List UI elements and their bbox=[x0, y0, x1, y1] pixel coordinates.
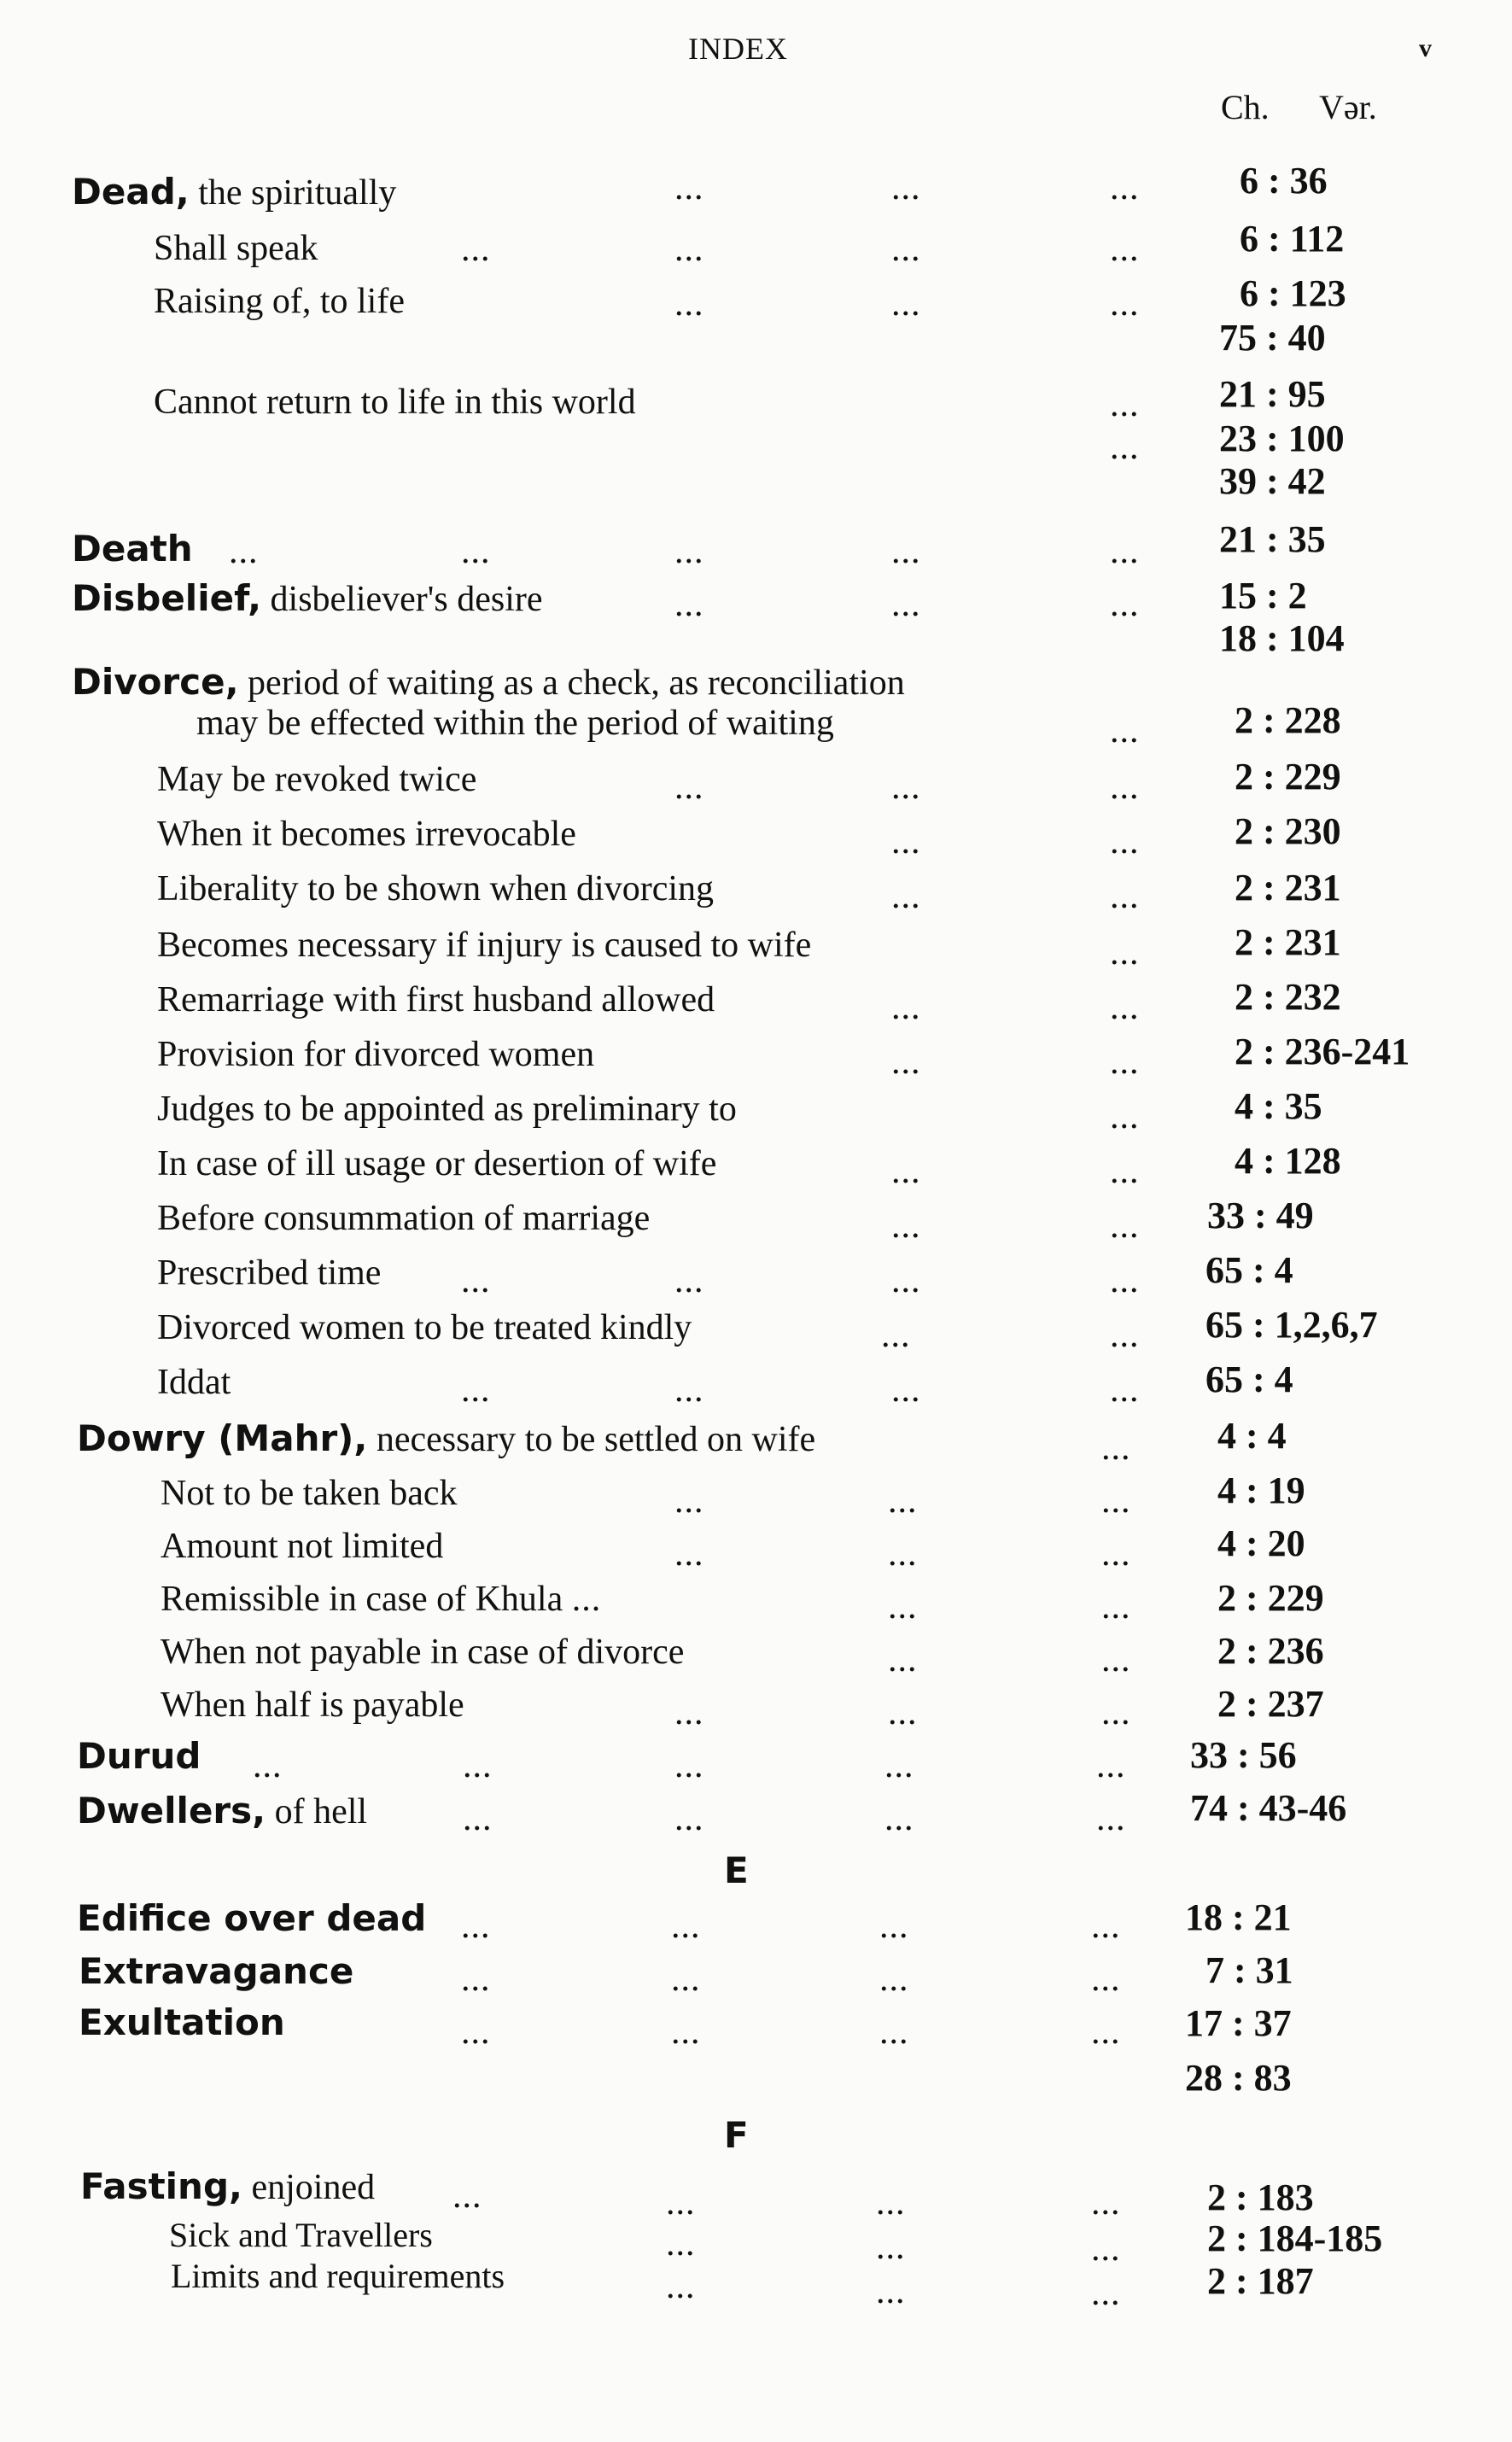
entry-reference: 65 : 4 bbox=[1206, 1358, 1293, 1400]
index-subentry: Iddat bbox=[157, 1363, 231, 1402]
index-subentry: When it becomes irrevocable bbox=[157, 815, 576, 854]
leader-dots: ... bbox=[1101, 1587, 1131, 1627]
leader-dots: ... bbox=[891, 532, 921, 571]
leader-dots: ... bbox=[1110, 877, 1140, 916]
leader-dots: ... bbox=[463, 1799, 493, 1838]
entry-reference: 39 : 42 bbox=[1219, 460, 1326, 502]
index-entry-extravagance bbox=[79, 1950, 354, 1992]
entry-reference: 2 : 231 bbox=[1235, 867, 1341, 908]
entry-reference: 23 : 100 bbox=[1219, 418, 1345, 459]
section-letter-e: E bbox=[724, 1849, 749, 1891]
entry-reference: 2 : 231 bbox=[1235, 921, 1341, 963]
entry-reference: 2 : 184-185 bbox=[1207, 2217, 1383, 2259]
leader-dots: ... bbox=[879, 1907, 909, 1946]
entry-continuation: may be effected within the period of waiting bbox=[196, 704, 834, 743]
index-entry-fasting bbox=[80, 2165, 376, 2207]
index-subentry: When half is payable bbox=[161, 1685, 464, 1725]
leader-dots: ... bbox=[1110, 1316, 1140, 1355]
entry-head: Extravagance bbox=[79, 1950, 354, 1992]
leader-dots: ... bbox=[879, 1960, 909, 1999]
entry-reference: 17 : 37 bbox=[1185, 2002, 1292, 2044]
leader-dots: ... bbox=[891, 822, 921, 862]
leader-dots: ... bbox=[674, 1693, 704, 1732]
index-subentry: Becomes necessary if injury is caused to wife bbox=[157, 926, 812, 965]
index-entry-durud bbox=[77, 1735, 201, 1777]
index-subentry: Remarriage with first husband allowed bbox=[157, 980, 715, 1019]
index-subentry: Limits and requirements bbox=[171, 2257, 505, 2295]
entry-reference: 4 : 19 bbox=[1217, 1469, 1305, 1511]
leader-dots: ... bbox=[1101, 1534, 1131, 1574]
entry-reference: 6 : 36 bbox=[1240, 160, 1328, 202]
leader-dots: ... bbox=[891, 168, 921, 207]
column-header-verse: Vər. bbox=[1319, 88, 1377, 126]
entry-text: of hell bbox=[266, 1792, 368, 1832]
index-subentry: Liberality to be shown when divorcing bbox=[157, 869, 715, 908]
leader-dots: ... bbox=[888, 1534, 918, 1574]
leader-dots: ... bbox=[891, 284, 921, 324]
leader-dots: ... bbox=[1091, 1960, 1121, 1999]
entry-reference: 2 : 230 bbox=[1235, 810, 1341, 852]
leader-dots: ... bbox=[876, 2228, 906, 2267]
leader-dots: ... bbox=[888, 1481, 918, 1521]
leader-dots: ... bbox=[674, 1534, 704, 1574]
entry-text: disbeliever's desire bbox=[261, 580, 543, 619]
leader-dots: ... bbox=[461, 230, 491, 269]
leader-dots: ... bbox=[884, 1746, 914, 1785]
leader-dots: ... bbox=[674, 768, 704, 807]
leader-dots: ... bbox=[1110, 1206, 1140, 1246]
leader-dots: ... bbox=[1110, 532, 1140, 571]
leader-dots: ... bbox=[461, 1370, 491, 1410]
leader-dots: ... bbox=[891, 768, 921, 807]
leader-dots: ... bbox=[876, 2183, 906, 2223]
index-subentry: Shall speak bbox=[154, 229, 318, 268]
leader-dots: ... bbox=[666, 2267, 696, 2306]
leader-dots: ... bbox=[1110, 230, 1140, 269]
entry-reference: 4 : 4 bbox=[1217, 1415, 1287, 1457]
leader-dots: ... bbox=[666, 2183, 696, 2223]
leader-dots: ... bbox=[1101, 1428, 1131, 1468]
leader-dots: ... bbox=[253, 1746, 283, 1785]
entry-reference: 4 : 128 bbox=[1235, 1140, 1341, 1182]
entry-reference: 7 : 31 bbox=[1206, 1949, 1293, 1991]
leader-dots: ... bbox=[1096, 1746, 1126, 1785]
running-head: INDEX bbox=[688, 32, 788, 66]
index-entry-exultation bbox=[79, 2001, 285, 2043]
entry-reference: 21 : 95 bbox=[1219, 373, 1326, 415]
leader-dots: ... bbox=[1110, 168, 1140, 207]
leader-dots: ... bbox=[1110, 1097, 1140, 1136]
section-letter-f: F bbox=[724, 2114, 749, 2156]
entry-reference: 18 : 21 bbox=[1185, 1896, 1292, 1938]
leader-dots: ... bbox=[461, 532, 491, 571]
leader-dots: ... bbox=[1110, 1370, 1140, 1410]
leader-dots: ... bbox=[674, 230, 704, 269]
index-entry-dowry bbox=[77, 1417, 816, 1459]
entry-reference: 2 : 236-241 bbox=[1235, 1031, 1410, 1072]
entry-reference: 4 : 20 bbox=[1217, 1522, 1305, 1564]
leader-dots: ... bbox=[876, 2272, 906, 2311]
leader-dots: ... bbox=[452, 2176, 482, 2216]
leader-dots: ... bbox=[1101, 1693, 1131, 1732]
leader-dots: ... bbox=[674, 168, 704, 207]
leader-dots: ... bbox=[1091, 2274, 1121, 2313]
index-entry-death bbox=[72, 528, 193, 570]
entry-reference: 6 : 123 bbox=[1240, 272, 1346, 314]
leader-dots: ... bbox=[891, 1152, 921, 1191]
entry-head: Dwellers, bbox=[77, 1790, 266, 1832]
leader-dots: ... bbox=[674, 1746, 704, 1785]
entry-reference: 2 : 183 bbox=[1207, 2176, 1314, 2218]
entry-reference: 21 : 35 bbox=[1219, 518, 1326, 560]
leader-dots: ... bbox=[674, 1370, 704, 1410]
entry-head: Fasting, bbox=[80, 2165, 242, 2207]
entry-reference: 28 : 83 bbox=[1185, 2057, 1292, 2099]
entry-head: Dowry (Mahr), bbox=[77, 1417, 368, 1459]
leader-dots: ... bbox=[229, 532, 259, 571]
index-subentry bbox=[161, 1581, 601, 1617]
index-subentry: In case of ill usage or desertion of wife bbox=[157, 1144, 717, 1183]
leader-dots: ... bbox=[891, 230, 921, 269]
leader-dots: ... bbox=[671, 2013, 701, 2052]
leader-dots: ... bbox=[1091, 2229, 1121, 2269]
leader-dots: ... bbox=[1101, 1640, 1131, 1680]
leader-dots: ... bbox=[1091, 2183, 1121, 2223]
entry-text: enjoined bbox=[242, 2168, 376, 2207]
entry-reference: 15 : 2 bbox=[1219, 575, 1307, 616]
entry-reference: 2 : 228 bbox=[1235, 699, 1341, 741]
entry-reference: 4 : 35 bbox=[1235, 1085, 1322, 1127]
index-entry-dwellers bbox=[77, 1790, 368, 1832]
index-subentry: May be revoked twice bbox=[157, 760, 477, 799]
leader-dots: ... bbox=[461, 2013, 491, 2052]
leader-dots: ... bbox=[666, 2224, 696, 2264]
index-subentry: Provision for divorced women bbox=[157, 1035, 595, 1074]
entry-reference: 2 : 229 bbox=[1217, 1577, 1324, 1619]
entry-reference: 2 : 229 bbox=[1235, 756, 1341, 797]
leader-dots: ... bbox=[1110, 988, 1140, 1027]
leader-dots: ... bbox=[674, 284, 704, 324]
leader-dots: ... bbox=[891, 877, 921, 916]
leader-dots: ... bbox=[461, 1907, 491, 1946]
leader-dots: ... bbox=[1110, 428, 1140, 467]
leader-dots: ... bbox=[888, 1587, 918, 1627]
entry-text: period of waiting as a check, as reconciliation bbox=[238, 663, 905, 703]
entry-head: Disbelief, bbox=[72, 577, 262, 619]
leader-dots: ... bbox=[674, 1799, 704, 1838]
entry-head: Edifice over dead bbox=[77, 1897, 427, 1939]
index-entry-dead bbox=[72, 171, 397, 213]
leader-dots: ... bbox=[1110, 711, 1140, 751]
entry-text: the spiritually bbox=[189, 173, 397, 213]
leader-dots: ... bbox=[1110, 585, 1140, 624]
leader-dots: ... bbox=[879, 2013, 909, 2052]
index-subentry: Divorced women to be treated kindly bbox=[157, 1308, 692, 1347]
leader-dots: ... bbox=[674, 1481, 704, 1521]
page-number: v bbox=[1419, 34, 1432, 62]
index-subentry: Prescribed time bbox=[157, 1253, 382, 1293]
leader-dots: ... bbox=[571, 1580, 602, 1619]
leader-dots: ... bbox=[888, 1640, 918, 1680]
entry-reference: 2 : 187 bbox=[1207, 2260, 1314, 2302]
entry-head: Dead, bbox=[72, 171, 190, 213]
entry-reference: 2 : 237 bbox=[1217, 1683, 1324, 1725]
leader-dots: ... bbox=[1110, 1152, 1140, 1191]
leader-dots: ... bbox=[463, 1746, 493, 1785]
entry-reference: 2 : 236 bbox=[1217, 1630, 1324, 1672]
entry-reference: 65 : 1,2,6,7 bbox=[1206, 1304, 1378, 1346]
index-subentry: Amount not limited bbox=[161, 1527, 444, 1566]
index-subentry: Judges to be appointed as preliminary to bbox=[157, 1090, 737, 1129]
index-subentry: Before consummation of marriage bbox=[157, 1199, 651, 1238]
index-entry-edifice bbox=[77, 1897, 427, 1939]
index-entry-divorce bbox=[72, 661, 905, 703]
leader-dots: ... bbox=[888, 1693, 918, 1732]
leader-dots: ... bbox=[671, 1960, 701, 1999]
column-header-chapter: Ch. bbox=[1221, 88, 1270, 126]
leader-dots: ... bbox=[891, 1370, 921, 1410]
leader-dots: ... bbox=[1096, 1799, 1126, 1838]
leader-dots: ... bbox=[1101, 1481, 1131, 1521]
leader-dots: ... bbox=[1110, 284, 1140, 324]
leader-dots: ... bbox=[891, 1206, 921, 1246]
entry-head: Durud bbox=[77, 1735, 201, 1777]
entry-text: Remissible in case of Khula bbox=[161, 1580, 563, 1619]
leader-dots: ... bbox=[884, 1799, 914, 1838]
entry-reference: 75 : 40 bbox=[1219, 317, 1326, 359]
leader-dots: ... bbox=[1110, 1261, 1140, 1300]
leader-dots: ... bbox=[891, 585, 921, 624]
index-entry-disbelief bbox=[72, 577, 543, 619]
leader-dots: ... bbox=[1091, 1907, 1121, 1946]
leader-dots: ... bbox=[891, 1043, 921, 1082]
leader-dots: ... bbox=[1091, 2013, 1121, 2052]
entry-reference: 18 : 104 bbox=[1219, 617, 1345, 659]
leader-dots: ... bbox=[674, 532, 704, 571]
leader-dots: ... bbox=[461, 1261, 491, 1300]
leader-dots: ... bbox=[1110, 933, 1140, 973]
entry-reference: 6 : 112 bbox=[1240, 218, 1345, 260]
leader-dots: ... bbox=[461, 1960, 491, 1999]
leader-dots: ... bbox=[1110, 385, 1140, 424]
leader-dots: ... bbox=[674, 1261, 704, 1300]
leader-dots: ... bbox=[881, 1316, 911, 1355]
index-subentry: Sick and Travellers bbox=[169, 2216, 433, 2254]
entry-reference: 74 : 43-46 bbox=[1190, 1787, 1347, 1829]
index-subentry: When not payable in case of divorce bbox=[161, 1633, 685, 1672]
index-subentry: Cannot return to life in this world bbox=[154, 383, 636, 422]
leader-dots: ... bbox=[891, 1261, 921, 1300]
entry-head: Death bbox=[72, 528, 193, 570]
leader-dots: ... bbox=[1110, 822, 1140, 862]
entry-reference: 33 : 49 bbox=[1207, 1195, 1314, 1236]
leader-dots: ... bbox=[671, 1907, 701, 1946]
entry-text: necessary to be settled on wife bbox=[367, 1420, 816, 1459]
entry-head: Divorce, bbox=[72, 661, 239, 703]
leader-dots: ... bbox=[1110, 1043, 1140, 1082]
leader-dots: ... bbox=[1110, 768, 1140, 807]
leader-dots: ... bbox=[891, 988, 921, 1027]
index-subentry: Not to be taken back bbox=[161, 1474, 458, 1513]
entry-reference: 65 : 4 bbox=[1206, 1249, 1293, 1291]
entry-reference: 33 : 56 bbox=[1190, 1734, 1297, 1776]
entry-reference: 2 : 232 bbox=[1235, 976, 1341, 1018]
entry-head: Exultation bbox=[79, 2001, 285, 2043]
leader-dots: ... bbox=[674, 585, 704, 624]
index-subentry: Raising of, to life bbox=[154, 282, 405, 321]
